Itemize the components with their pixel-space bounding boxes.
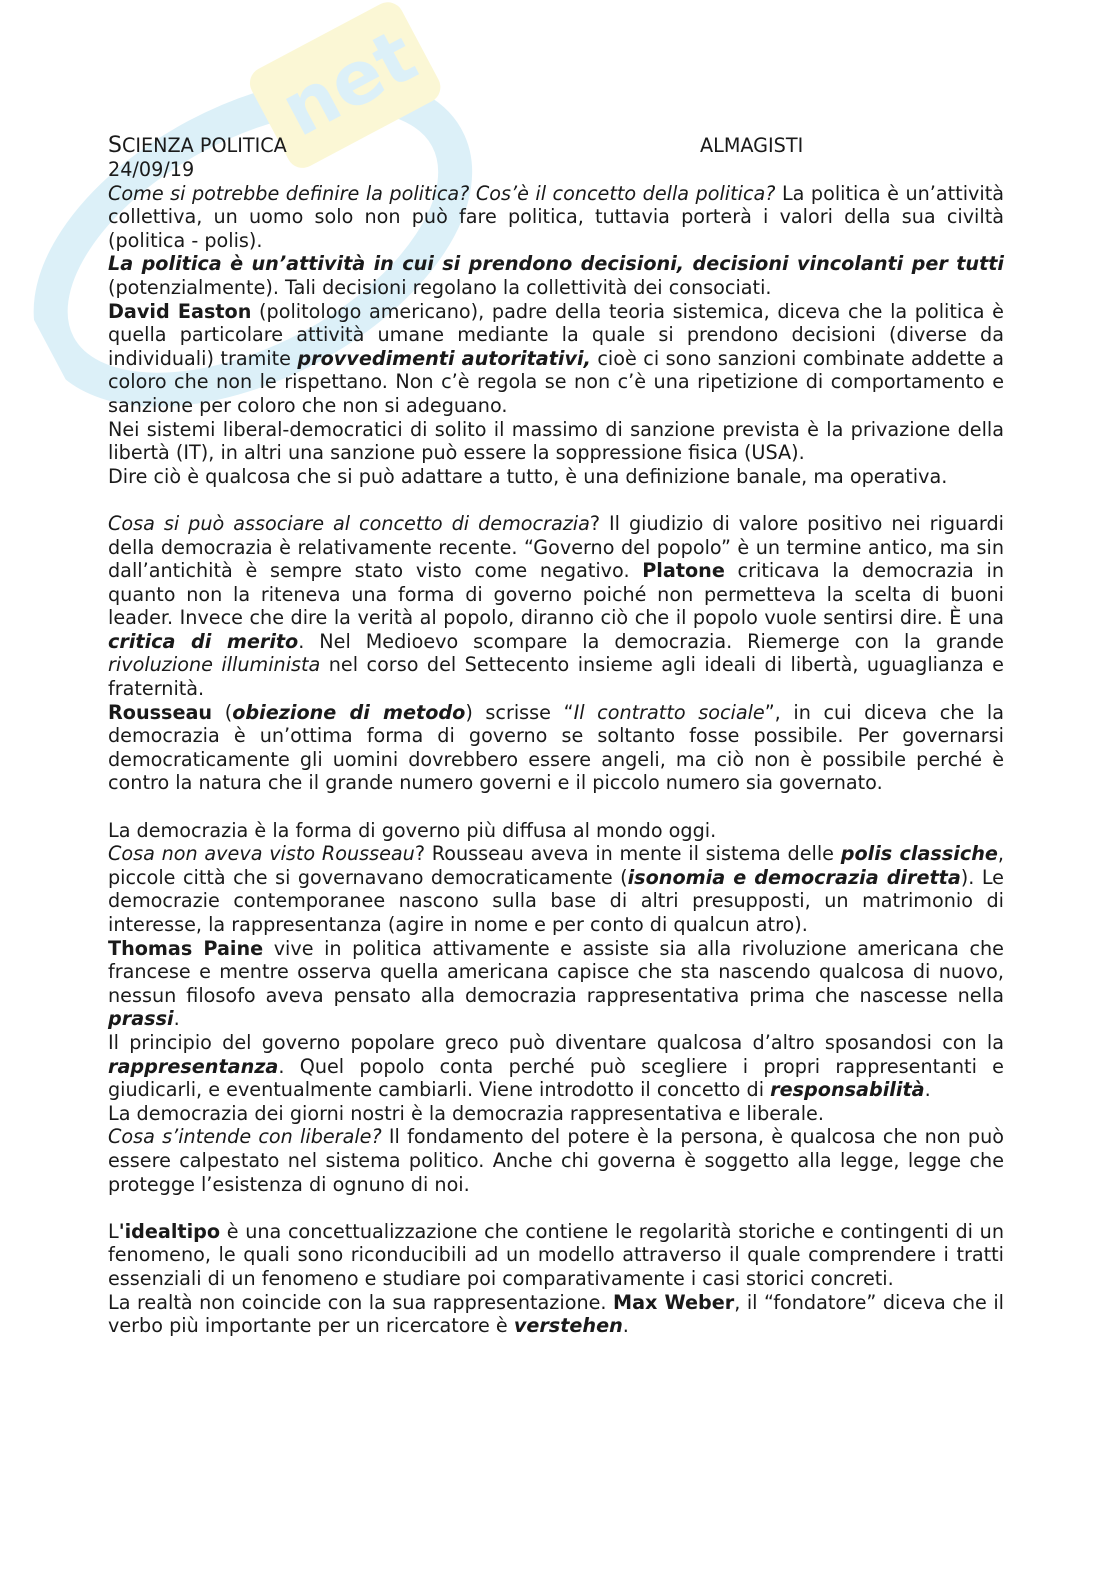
paragraph-weber: La realtà non coincide con la sua rappresentazione. Max Weber, il “fondatore” diceva che il verbo più importante per un ricercatore è verstehen. — [108, 1290, 1004, 1338]
paragraph-rousseau-polis: Cosa non aveva visto Rousseau? Rousseau aveva in mente il sistema delle polis classiche, piccole città che si governavano democraticamente (isonomia e democrazia diretta). Le democrazie contemporanee nascono sulla base di altri presupposti, un matrimonio di interesse, la rappresentanza (agire in nome e per conto di qualcun atro). — [108, 842, 1004, 936]
paragraph-definizione-politica: Come si potrebbe definire la politica? Cos’è il concetto della politica? La politica è un’attività collettiva, un uomo solo non può fare politica, tuttavia porterà i valori della sua civiltà (politica - polis). — [108, 181, 1004, 252]
paragraph-democrazia-liberale: La democrazia dei giorni nostri è la democrazia rappresentativa e liberale. — [108, 1101, 824, 1125]
paragraph-easton: David Easton (politologo americano), padre della teoria sistemica, diceva che la politica è quella particolare attività umane mediante la quale si prendono decisioni (diverse da individuali) tramite provvedimenti autoritativi, cioè ci sono sanzioni combinate addette a coloro che non le rispettano. Non c’è regola se non c’è una ripetizione di comportamento e sanzione per coloro che non si adeguano. — [108, 299, 1005, 417]
professor-name: ALMAGISTI — [700, 134, 804, 157]
paragraph-democrazia-diffusa: La democrazia è la forma di governo più diffusa al mondo oggi. — [108, 818, 717, 842]
paragraph-paine: Thomas Paine vive in politica attivamente e assiste sia alla rivoluzione americana che francese e mentre osserva quella americana capisce che sta nascendo qualcosa di nuovo, nessun filosofo aveva pensato alla democrazia rappresentativa prima che nascesse nella prassi. — [108, 936, 1004, 1031]
paragraph-idealtipo: L'idealtipo è una concettualizzazione che contiene le regolarità storiche e contingenti di un fenomeno, le quali sono riconducibili ad un modello attraverso il quale comprendere i tratti essenziali di un fenomeno e studiare poi comparativamente i casi storici concreti. — [108, 1219, 1004, 1290]
paragraph-rousseau: Rousseau (obiezione di metodo) scrisse “Il contratto sociale”, in cui diceva che la democrazia è un’ottima forma di governo se soltanto fosse possibile. Per governarsi democraticamente gli uomini dovrebbero essere angeli, ma ciò non è possibile perché è contro la natura che il grande numero governi e il piccolo numero sia governato. — [108, 700, 1004, 795]
paragraph-decisioni-vincolanti: La politica è un’attività in cui si prendono decisioni, decisioni vincolanti per tutti (potenzialmente). Tali decisioni regolano la collettività dei consociati. — [108, 252, 1004, 299]
paragraph-sanzioni: Nei sistemi liberal-democratici di solito il massimo di sanzione prevista è la privazione della libertà (IT), in altri una sanzione può essere la soppressione fisica (USA). — [108, 417, 1004, 465]
paragraph-rappresentanza: Il principio del governo popolare greco può diventare qualcosa d’altro sposandosi con la rappresentanza. Quel popolo conta perché può scegliere i propri rappresentanti e giudicarli, e eventualmente cambiarli. Viene introdotto il concetto di responsabilità. — [108, 1030, 1004, 1102]
paragraph-democrazia: Cosa si può associare al concetto di democrazia? Il giudizio di valore positivo nei riguardi della democrazia è relativamente recente. “Governo del popolo” è un termine antico, ma sin dall’antichità è sempre stato visto come negativo. Platone criticava la democrazia in quanto non la riteneva una forma di governo poiché non permetteva la scelta di buoni leader. Invece che dire la verità al popolo, diranno ciò che il popolo vuole sentirsi dire. È una critica di merito. Nel Medioevo scompare la democrazia. Riemerge con la grande rivoluzione illuminista nel corso del Settecento insieme agli ideali di libertà, uguaglianza e fraternità. — [108, 511, 1004, 701]
document-page — [108, 134, 1004, 1338]
document-header — [108, 134, 1004, 158]
paragraph-definizione-operativa: Dire ciò è qualcosa che si può adattare a tutto, è una definizione banale, ma operativa. — [108, 464, 948, 488]
course-title: SCIENZA POLITICA — [108, 133, 287, 158]
paragraph-liberale: Cosa s’intende con liberale? Il fondamento del potere è la persona, è qualcosa che non può essere calpestato nel sistema politico. Anche chi governa è soggetto alla legge, legge che protegge l’esistenza di ognuno di noi. — [108, 1125, 1004, 1196]
watermark-brand: net — [267, 12, 431, 154]
lecture-date: 24/09/19 — [108, 158, 195, 181]
